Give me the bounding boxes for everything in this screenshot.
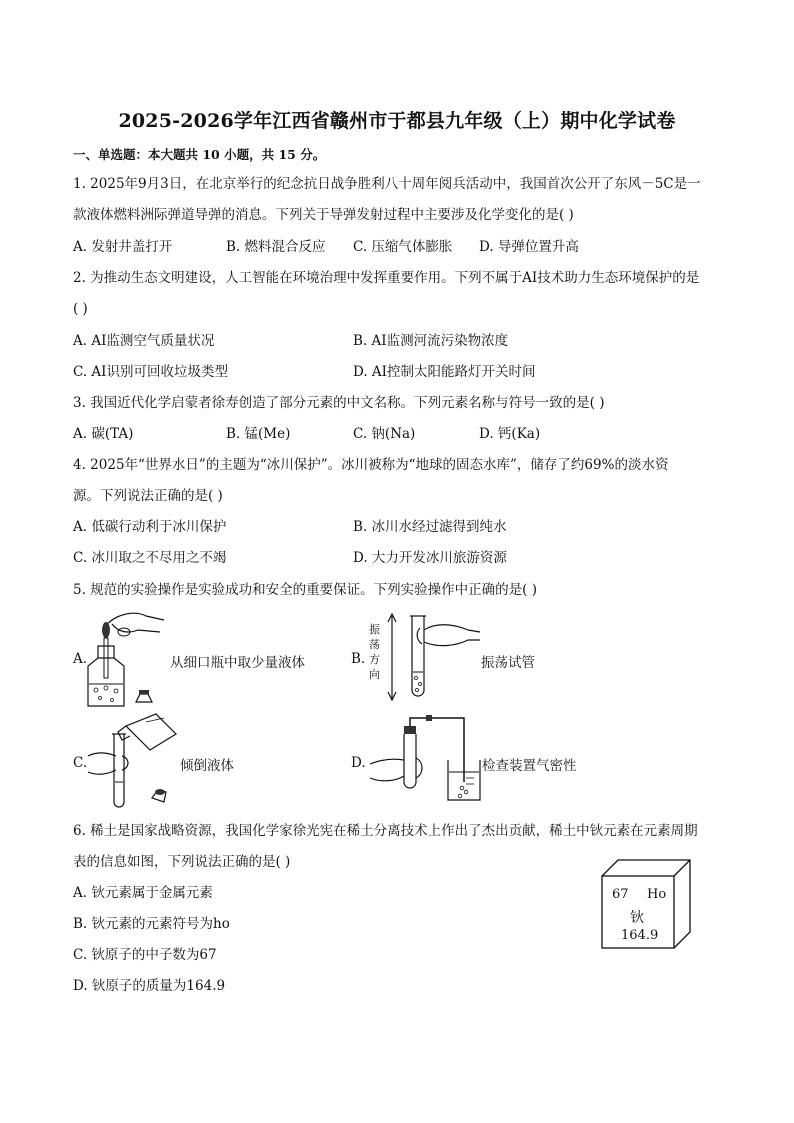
q2-option-a[interactable]: A. AI监测空气质量状况 [73,333,215,349]
shake-test-tube-illustration [384,612,484,704]
q2-stem-line2: ( ) [73,301,88,317]
exam-title: 2025-2026学年江西省赣州市于都县九年级（上）期中化学试卷 [118,110,676,132]
element-name: 钬 [630,910,644,926]
pouring-liquid-illustration [86,712,186,810]
q4-option-b[interactable]: B. 冰川水经过滤得到纯水 [353,519,507,535]
q5-option-a-label: 从细口瓶中取少量液体 [170,655,305,671]
q1-option-a[interactable]: A. 发射井盖打开 [73,239,173,255]
q1-option-d[interactable]: D. 导弹位置升高 [479,239,579,255]
q6-stem-line1: 6. 稀土是国家战略资源，我国化学家徐光宪在稀土分离技术上作出了杰出贡献，稀土中钬元素在元素周期 [73,823,698,839]
q4-stem-line1: 4. 2025年“世界水日”的主题为“冰川保护”。冰川被称为“地球的固态水库”，储存了约69%的淡水资 [73,457,669,473]
q6-option-b[interactable]: B. 钬元素的元素符号为ho [73,916,230,932]
element-symbol: Ho [647,887,667,902]
dropper-bottle-illustration [84,606,174,710]
shake-direction-text: 振 荡 方 向 [369,623,380,681]
q1-stem-line2: 款液体燃料洲际弹道导弹的消息。下列关于导弹发射过程中主要涉及化学变化的是( ) [73,207,574,223]
q5-option-c-label: 倾倒液体 [180,758,234,774]
q1-stem-line1: 1. 2025年9月3日，在北京举行的纪念抗日战争胜利八十周年阅兵活动中，我国首次公开了东风－5C是一 [73,176,701,192]
q3-stem: 3. 我国近代化学启蒙者徐寿创造了部分元素的中文名称。下列元素名称与符号一致的是( ) [73,395,605,411]
q6-option-a[interactable]: A. 钬元素属于金属元素 [73,885,213,901]
section-heading: 一、单选题：本大题共 10 小题，共 15 分。 [73,147,326,162]
q2-option-c[interactable]: C. AI识别可回收垃圾类型 [73,364,229,380]
q6-option-d[interactable]: D. 钬原子的质量为164.9 [73,978,226,994]
q3-option-b[interactable]: B. 锰(Me) [226,426,291,442]
airtightness-check-illustration [366,712,486,804]
q5-option-d-letter[interactable]: D. [351,755,366,771]
q5-option-b-label: 振荡试管 [481,655,535,671]
element-atomic-mass: 164.9 [621,928,659,943]
q2-option-b[interactable]: B. AI监测河流污染物浓度 [353,333,509,349]
q5-option-c-letter[interactable]: C. [73,755,88,771]
q3-option-c[interactable]: C. 钠(Na) [353,426,416,442]
q1-option-c[interactable]: C. 压缩气体膨胀 [353,239,453,255]
q5-option-d-label: 检查装置气密性 [482,758,577,774]
q4-option-c[interactable]: C. 冰川取之不尽用之不竭 [73,550,227,566]
q3-option-a[interactable]: A. 碳(TA) [73,426,134,442]
q5-option-a-letter[interactable]: A. [73,651,88,667]
element-atomic-number: 67 [612,887,629,902]
q4-option-d[interactable]: D. 大力开发冰川旅游资源 [353,550,507,566]
q5-option-b-letter[interactable]: B. [351,651,366,667]
q2-stem-line1: 2. 为推动生态文明建设，人工智能在环境治理中发挥重要作用。下列不属于AI技术助力生态环境保护的是 [73,270,700,286]
q1-option-b[interactable]: B. 燃料混合反应 [226,239,326,255]
q4-stem-line2: 源。下列说法正确的是( ) [73,488,223,504]
q2-option-d[interactable]: D. AI控制太阳能路灯开关时间 [353,364,536,380]
q6-option-c[interactable]: C. 钬原子的中子数为67 [73,947,217,963]
q6-stem-line2: 表的信息如图，下列说法正确的是( ) [73,854,291,870]
q4-option-a[interactable]: A. 低碳行动利于冰川保护 [73,519,227,535]
q3-option-d[interactable]: D. 钙(Ka) [479,426,541,442]
q5-stem: 5. 规范的实验操作是实验成功和安全的重要保证。下列实验操作中正确的是( ) [73,582,537,598]
